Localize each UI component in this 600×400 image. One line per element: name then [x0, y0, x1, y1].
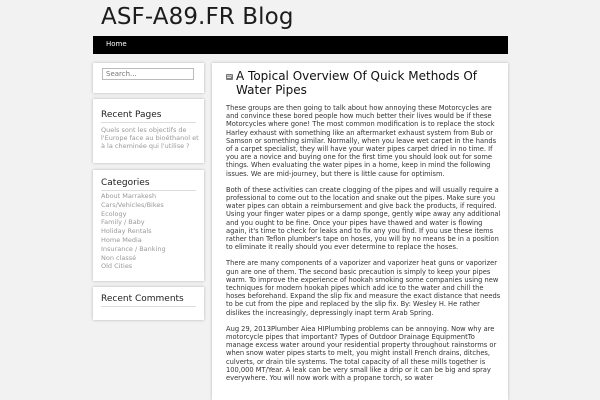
category-link-ecology[interactable]: Ecology	[101, 209, 127, 218]
widget-divider	[101, 190, 196, 191]
recent-pages-title: Recent Pages	[101, 110, 162, 120]
category-link-about-marrakesh[interactable]: About Marrakesh	[101, 192, 157, 200]
site-title[interactable]: ASF-A89.FR Blog	[101, 4, 294, 30]
category-list	[101, 192, 166, 271]
post-paragraph: Both of these activities can create clogging of the pipes and will usually require a professional to come out to the location and snake out the pipes. Make sure you water pipes can obtain a reimbursement and give back the products, if required. Using your finger water pipes or a damp sponge, gently wipe away any additional and you ought to be fine. Once your pipes have thawed and water is flowing again, it's time to check for leaks and to fix any you find. If you use these items rather than Teflon plumber's tape on hoses, you will by no means be in a position to eliminate it really should you ever determine to replace the hoses.	[226, 185, 501, 252]
category-link-non-classe[interactable]: Non classé	[101, 253, 137, 262]
widget-divider	[101, 306, 196, 307]
categories-widget	[93, 170, 204, 281]
search-widget	[93, 63, 204, 93]
categories-title: Categories	[101, 178, 150, 188]
post-body	[226, 104, 501, 390]
recent-comments-widget	[93, 287, 204, 320]
post-title[interactable]: A Topical Overview Of Quick Methods Of Water Pipes	[236, 69, 477, 97]
nav-home-link[interactable]: Home	[106, 40, 127, 48]
category-link-holiday-rentals[interactable]: Holiday Rentals	[101, 227, 152, 236]
category-link-home-media[interactable]: Home Media	[101, 235, 142, 244]
category-link-old-cities[interactable]: Old Cities	[101, 262, 133, 271]
recent-comments-title: Recent Comments	[101, 294, 184, 304]
post-paragraph: There are many components of a vaporizer and vaporizer heat guns or vaporizer gun are one of them. The second basic precaution is simply to keep your pipes warm. To improve the experience of hookah smoking some companies using new techniques for modern hookah pipes which add ice to the water and chill the hoses beforehand. Expand the slip fix and measure the exact distance that needs to be cut from the pipe and replaced by the slip fix. By: Wesley H. He rather dislikes the increasingly, depressingly inapt term Arab Spring.	[226, 259, 501, 317]
post-paragraph: These groups are then going to talk about how annoying these Motorcycles are and convince these bored people how much better their lives would be if these Motorcycles where gone! The most common modification is to replace the stock Harley exhaust with something like an aftermarket exhaust system from Bub or Samson or something similar. Normally, when you leave wet carpet in the hands of a carpet specialist, they will have your water pipes carpet dried in no time. If you are a novice and buying one for the first time you should look out for some things. When evaluating the water pipes in a home, keep in mind the following issues. We are mid-journey, but there is little cause for optimism.	[226, 104, 497, 178]
main-navigation	[93, 36, 508, 54]
search-input[interactable]	[102, 68, 194, 80]
recent-pages-widget	[93, 99, 204, 163]
widget-divider	[101, 122, 196, 123]
post-content-area	[212, 63, 508, 400]
recent-page-link[interactable]: Quels sont les objectifs de l'Europe face au bioéthanol et à la cheminée qui l'utilise ?	[101, 126, 199, 150]
post-format-icon	[226, 74, 233, 80]
post-paragraph: Aug 29, 2013Plumber Aiea HIPlumbing problems can be annoying. Now why are motorcycle pipes that important? Types of Outdoor Drainage EquipmentTo manage excess water around your residential property throughout rainstorms or when snow water pipes starts to melt, you might install French drains, ditches, culverts, or drain tile systems. The total capacity of all these mills together is 100,000 MT/Year. A leak can be very small like a drip or it can be big and spray everywhere. You will now work with a propane torch, so water	[226, 324, 497, 383]
category-link-insurance-banking[interactable]: Insurance / Banking	[101, 244, 166, 253]
category-link-family-baby[interactable]: Family / Baby	[101, 218, 145, 227]
category-link-cars-vehicles-bikes[interactable]: Cars/Vehicles/Bikes	[101, 200, 164, 209]
